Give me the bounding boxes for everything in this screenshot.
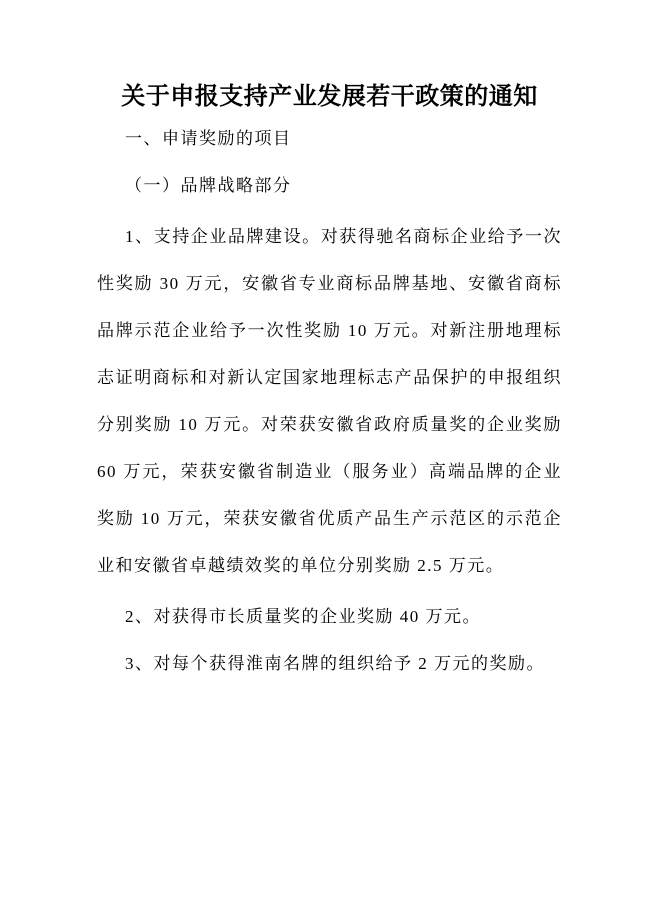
section-heading: 一、申请奖励的项目 <box>125 129 292 148</box>
document-title: 关于申报支持产业发展若干政策的通知 <box>121 84 538 110</box>
document-body <box>97 115 562 687</box>
policy-item-2: 2、对获得市长质量奖的企业奖励 40 万元。 <box>125 607 481 626</box>
policy-item-3: 3、对每个获得淮南名牌的组织给予 2 万元的奖励。 <box>125 654 545 673</box>
subsection-heading: （一）品牌战略部分 <box>125 176 292 195</box>
policy-item-1: 1、支持企业品牌建设。对获得驰名商标企业给予一次性奖励 30 万元，安徽省专业商标品牌基地、安徽省商标品牌示范企业给予一次性奖励 10 万元。对新注册地理标志证明商标和对新认定国家地理标志产品保护的申报组织分别奖励 10 万元。对荣获安徽省政府质量奖的企业奖励 60 万元，荣获安徽省制造业（服务业）高端品牌的企业奖励 10 万元，荣获安徽省优质产品生产示范区的示范企业和安徽省卓越绩效奖的单位分别奖励 2.5 万元。 <box>97 227 562 575</box>
